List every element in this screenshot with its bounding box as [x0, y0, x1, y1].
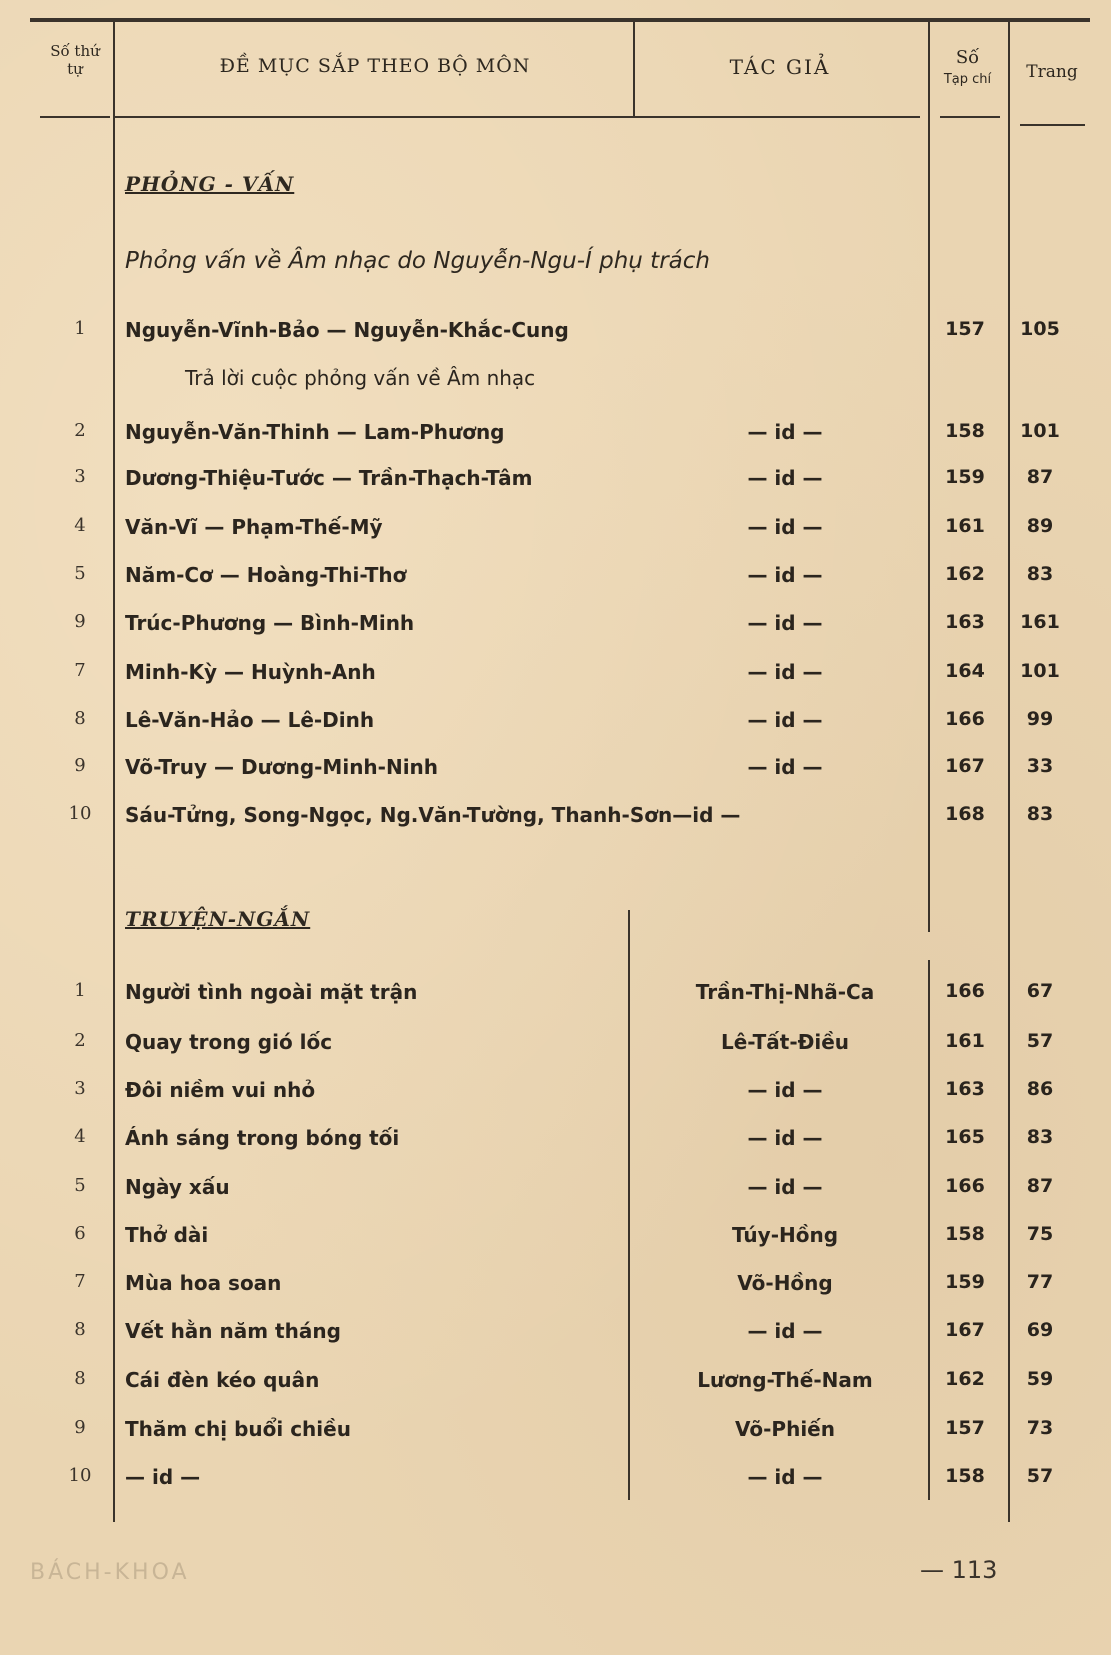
row-issue: 158	[945, 1223, 985, 1245]
row-number: 2	[74, 1030, 86, 1051]
row-title: Người tình ngoài mặt trận	[125, 980, 418, 1004]
row-issue: 168	[945, 803, 985, 825]
row-title: Thở dài	[125, 1223, 209, 1247]
row-author: — id —	[747, 1319, 823, 1343]
table-row	[0, 466, 1111, 506]
row-title: Ánh sáng trong bóng tối	[125, 1126, 400, 1150]
row-issue: 164	[945, 660, 985, 682]
row-issue: 159	[945, 1271, 985, 1293]
table-row	[0, 1030, 1111, 1070]
table-row	[0, 660, 1111, 700]
table-row	[0, 803, 1111, 843]
row-number: 8	[74, 708, 86, 729]
row-issue: 162	[945, 1368, 985, 1390]
row-title: Cái đèn kéo quân	[125, 1368, 320, 1392]
footer-magazine-name: BÁCH-KHOA	[30, 1560, 190, 1585]
row-page: 86	[1026, 1078, 1054, 1100]
row-author: — id —	[747, 1126, 823, 1150]
table-row	[0, 611, 1111, 651]
row-number: 5	[74, 1175, 86, 1196]
row-author: — id —	[747, 708, 823, 732]
header-underline-1	[40, 116, 110, 118]
row-page: 59	[1026, 1368, 1054, 1390]
row-author: — id —	[747, 660, 823, 684]
footer-page-number: — 113	[920, 1556, 998, 1584]
row-issue: 161	[945, 1030, 985, 1052]
row-author: Trần-Thị-Nhã-Ca	[695, 980, 875, 1004]
header-underline-2	[115, 116, 920, 118]
row-page: 99	[1026, 708, 1054, 730]
row-author: — id —	[747, 755, 823, 779]
row-title: Vết hằn năm tháng	[125, 1319, 341, 1343]
row-title: Minh-Kỳ — Huỳnh-Anh	[125, 660, 376, 684]
row-number: 3	[74, 1078, 86, 1099]
row-number: 3	[74, 466, 86, 487]
row-page: 75	[1026, 1223, 1054, 1245]
row-number: 9	[74, 755, 86, 776]
section-heading-phong-van: PHỎNG - VẤN	[125, 172, 295, 196]
row-issue: 166	[945, 1175, 985, 1197]
header-col-title: ĐỀ MỤC SẮP THEO BỘ MÔN	[219, 55, 531, 77]
table-row	[0, 1078, 1111, 1118]
row-author: — id —	[747, 1175, 823, 1199]
row-issue: 165	[945, 1126, 985, 1148]
row-page: 101	[1020, 420, 1060, 442]
section-heading-truyen-ngan: TRUYỆN-NGẮN	[125, 907, 311, 931]
row-number: 6	[74, 1223, 86, 1244]
row-title: Đôi niềm vui nhỏ	[125, 1078, 316, 1102]
table-row	[0, 755, 1111, 795]
row-page: 105	[1020, 318, 1060, 340]
table-row	[0, 318, 1111, 358]
row-page: 33	[1026, 755, 1054, 777]
row-title: Thăm chị buổi chiều	[125, 1417, 351, 1441]
row-title: Dương-Thiệu-Tước — Trần-Thạch-Tâm	[125, 466, 533, 490]
table-row	[0, 1417, 1111, 1457]
col-rule-2	[633, 22, 635, 117]
row-issue: 166	[945, 708, 985, 730]
table-row	[0, 1271, 1111, 1311]
table-row	[0, 1368, 1111, 1408]
row-page: 57	[1026, 1465, 1054, 1487]
row-author: Lương-Thế-Nam	[697, 1368, 873, 1392]
row-issue: 163	[945, 1078, 985, 1100]
header-col-no: Số thứ tự	[50, 42, 100, 78]
row-title: Mùa hoa soan	[125, 1271, 282, 1295]
row-page: 77	[1026, 1271, 1054, 1293]
row-author: Võ-Phiến	[735, 1417, 835, 1441]
row-page: 57	[1026, 1030, 1054, 1052]
top-rule	[30, 18, 1090, 22]
header-col-page: Trang	[1026, 62, 1078, 82]
row-author: — id —	[747, 1078, 823, 1102]
row-title: Văn-Vĩ — Phạm-Thế-Mỹ	[125, 515, 383, 539]
row-title: Nguyễn-Vĩnh-Bảo — Nguyễn-Khắc-Cung	[125, 318, 569, 342]
row-issue: 157	[945, 318, 985, 340]
row-page: 69	[1026, 1319, 1054, 1341]
row-page: 83	[1026, 803, 1054, 825]
row-author: — id —	[747, 515, 823, 539]
row-title: Năm-Cơ — Hoàng-Thi-Thơ	[125, 563, 407, 587]
row-number: 8	[74, 1368, 86, 1389]
row-title: Võ-Truy — Dương-Minh-Ninh	[125, 755, 439, 779]
row-number: 9	[74, 1417, 86, 1438]
row-number: 4	[74, 515, 86, 536]
row-number: 10	[68, 1465, 92, 1486]
row-number: 9	[74, 611, 86, 632]
row-title: Sáu-Tửng, Song-Ngọc, Ng.Văn-Tường, Thanh-Sơn—id —	[125, 803, 741, 827]
row-note: Trả lời cuộc phỏng vấn về Âm nhạc	[185, 366, 536, 390]
row-title: Lê-Văn-Hảo — Lê-Dinh	[125, 708, 375, 732]
table-row	[0, 708, 1111, 748]
row-author: Võ-Hồng	[737, 1271, 833, 1295]
row-page: 67	[1026, 980, 1054, 1002]
header-col-author: TÁC GIẢ	[729, 55, 831, 79]
row-page: 161	[1020, 611, 1060, 633]
table-row	[0, 563, 1111, 603]
row-number: 4	[74, 1126, 86, 1147]
row-author: Lê-Tất-Điều	[720, 1030, 850, 1054]
row-number: 7	[74, 660, 86, 681]
row-page: 73	[1026, 1417, 1054, 1439]
header-underline-3	[940, 116, 1000, 118]
row-author: — id —	[747, 1465, 823, 1489]
row-issue: 159	[945, 466, 985, 488]
row-number: 8	[74, 1319, 86, 1340]
row-page: 83	[1026, 1126, 1054, 1148]
row-author: — id —	[747, 466, 823, 490]
row-title: Nguyễn-Văn-Thinh — Lam-Phương	[125, 420, 505, 444]
row-issue: 158	[945, 1465, 985, 1487]
header-col-issue-top: Số	[955, 47, 980, 68]
row-title: — id —	[125, 1465, 201, 1489]
table-row	[0, 980, 1111, 1020]
row-number: 10	[68, 803, 92, 824]
row-number: 1	[74, 318, 86, 339]
row-issue: 157	[945, 1417, 985, 1439]
row-issue: 167	[945, 1319, 985, 1341]
row-issue: 158	[945, 420, 985, 442]
table-row	[0, 515, 1111, 555]
row-issue: 166	[945, 980, 985, 1002]
row-number: 5	[74, 563, 86, 584]
row-author: — id —	[747, 420, 823, 444]
row-page: 83	[1026, 563, 1054, 585]
row-number: 1	[74, 980, 86, 1001]
table-row	[0, 1175, 1111, 1215]
row-page: 87	[1026, 1175, 1054, 1197]
row-page: 101	[1020, 660, 1060, 682]
table-row	[0, 420, 1111, 460]
row-author: — id —	[747, 611, 823, 635]
row-issue: 162	[945, 563, 985, 585]
row-number: 2	[74, 420, 86, 441]
row-author: Túy-Hồng	[731, 1223, 839, 1247]
row-title: Ngày xấu	[125, 1175, 230, 1199]
row-author: — id —	[747, 563, 823, 587]
row-number: 7	[74, 1271, 86, 1292]
row-issue: 167	[945, 755, 985, 777]
row-title: Trúc-Phương — Bình-Minh	[125, 611, 415, 635]
header-underline-4	[1020, 124, 1085, 126]
header-col-issue-bottom: Tạp chí	[943, 72, 992, 87]
row-page: 89	[1026, 515, 1054, 537]
row-issue: 161	[945, 515, 985, 537]
row-title: Quay trong gió lốc	[125, 1030, 333, 1054]
table-row	[0, 1223, 1111, 1263]
table-row	[0, 1465, 1111, 1505]
row-page: 87	[1026, 466, 1054, 488]
row-issue: 163	[945, 611, 985, 633]
section-subheading: Phỏng vấn về Âm nhạc do Nguyễn-Ngu-Í phụ trách	[125, 248, 710, 274]
table-row	[0, 1126, 1111, 1166]
table-row	[0, 1319, 1111, 1359]
